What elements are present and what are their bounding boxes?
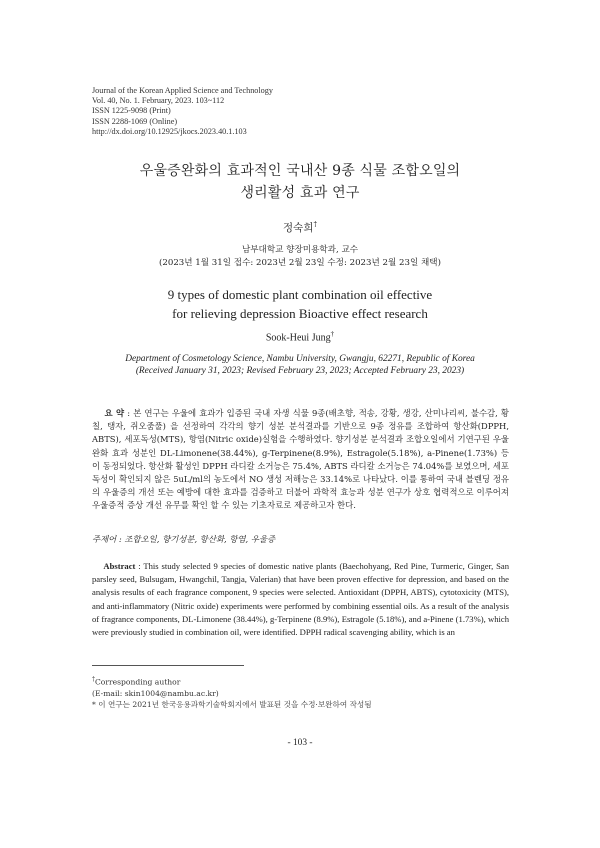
keywords-korean: 주제어 : 조합오일, 향기성분, 항산화, 항염, 우울증 [92,534,276,544]
footnote-corresponding-text: Corresponding author [95,677,181,687]
affiliation-english-block [0,353,600,378]
journal-issn-print: ISSN 1225-9098 (Print) [92,106,171,116]
title-english-line-2: for relieving depression Bioactive effect research [172,306,428,321]
title-korean [0,160,600,204]
corresponding-mark: † [313,220,317,229]
affiliation-korean: 남부대학교 향장미용학과, 교수 [241,245,359,255]
title-korean-line-2: 생리활성 효과 연구 [240,185,360,201]
journal-name: Journal of the Korean Applied Science and Technology [92,86,273,95]
title-korean-line-1: 우울증완화의 효과적인 국내산 9종 식물 조합오일의 [139,163,461,179]
dates-korean: (2023년 1월 31일 접수: 2023년 2월 23일 수정: 2023년 2월 23일 채택) [159,257,441,268]
journal-doi: http://dx.doi.org/10.12925/jkocs.2023.40.1.103 [92,126,247,136]
footnotes [92,674,372,710]
abstract-korean [92,407,509,513]
abstract-korean-text: : 본 연구는 우울에 효과가 입증된 국내 자생 식물 9종(배초향, 적송, 강황, 생강, 산미나리씨, 불수감, 황칠, 탱자, 쥐오줌풀) 을 선정하여 각각의 향기 성분 분석결과를 기반으로 9종 정유를 조합하여 항산화(DPPH, ABTS), 세포독성(MTS), 항염(Nitric oxide)실험을 수행하였다. 향기성분 분석결과 조합오일에서 기연구된 우울완화 효과 성분인 DL-Limonene(38.44%), g-Terpinene(8.9%), Estragole(5.18%), a-Pinene(1.73%) 등이 동정되었다. 항산화 활성인 DPPH 라디칼 소거능은 75.4%, ABTS 라디칼 소거능은 74.04%를 보였으며, 세포독성이 확인되지 않은 5uL/ml의 농도에서 NO 생성 저해능은 33.14%로 나타났다. 이를 통하여 국내 블렌딩 정유의 우울증의 개선 또는 예방에 대한 효과를 검증하고 더불어 과학적 효능과 성분 연구가 상호 협력적으로 이루어져 우울증적 증상 개선 유무를 확인 할 수 있는 기초자료로 제공하고자 한다. [92,408,510,511]
journal-info [92,86,273,137]
footnote-corresponding [92,674,372,688]
title-english [0,285,600,323]
footnote-email: (E-mail: skin1004@nambu.ac.kr) [92,688,219,698]
journal-issn-online: ISSN 2288-1069 (Online) [92,116,178,126]
corresponding-mark-english: † [330,330,335,338]
abstract-english-label: Abstract [103,561,136,571]
author-korean-name: 정숙희 [283,222,314,234]
footnote-mark: † [92,676,95,683]
title-english-line-1: 9 types of domestic plant combination oil effective [167,287,433,302]
author-english [0,330,600,343]
abstract-english-text: : This study selected 9 species of domestic native plants (Baechohyang, Red Pine, Turmeric, Ginger, San parsley seed, Bulsugam, Hwangchil, Tangja, Valerian) that have been proven effective for depression, and based on the analysis results of each fragrance component, 9 species were selected. Antioxidant (DPPH, ABTS), cytotoxicity (MTS), and anti-inflammatory (Nitric oxide) experiments were performed by combining essential oils. As a result of the analysis of fragrance components, DL-Limonene (38.44%), g-Terpinene (8.9%), Estragole (5.18%), and a-Pinene (1.73%), which were previously studied in combination oil, were identified. DPPH radical scavenging ability, which is an [92,561,509,638]
abstract-english [92,560,509,639]
dates-english: (Received January 31, 2023; Revised February 23, 2023; Accepted February 23, 2023) [135,366,465,377]
journal-volume: Vol. 40, No. 1. February, 2023. 103~112 [92,96,225,106]
abstract-korean-label: 요 약 [104,408,125,418]
footnote-funding: * 이 연구는 2021년 한국응용과학기술학회지에서 발표된 것을 수정·보완하여 작성됨 [92,699,372,709]
affiliation-korean-block [0,244,600,269]
author-korean [0,220,600,235]
affiliation-english: Department of Cosmetology Science, Nambu University, Gwangju, 62271, Republic of Korea [125,354,475,364]
page-number: - 103 - [287,738,313,748]
footnote-divider [92,665,244,666]
author-english-name: Sook-Heui Jung [265,332,331,344]
